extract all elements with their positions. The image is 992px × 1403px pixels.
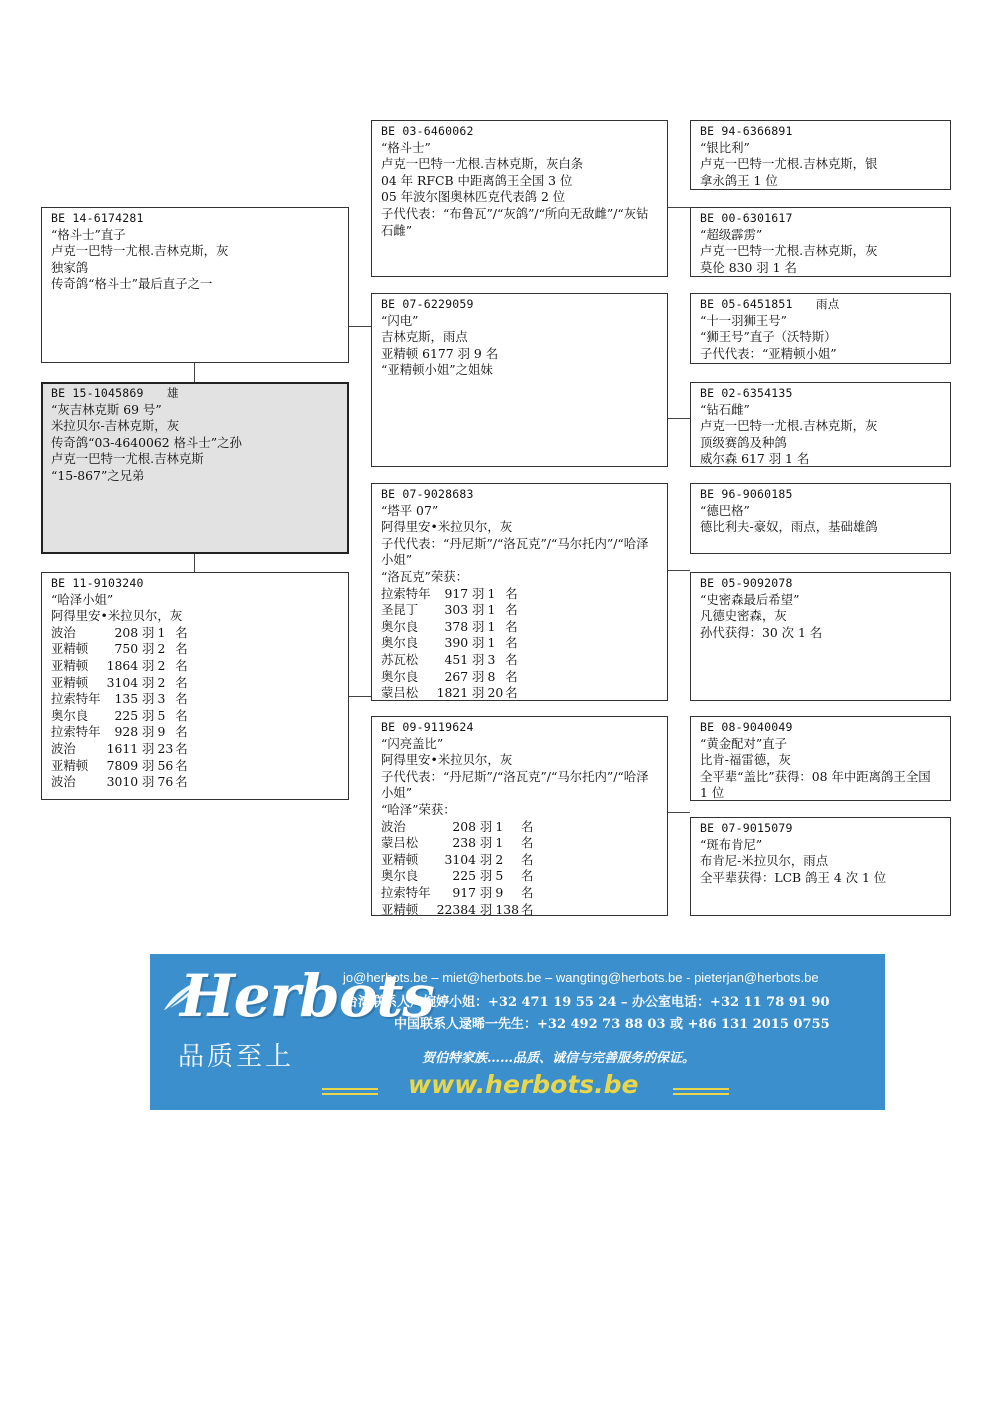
result-unit: 名 <box>505 585 518 601</box>
ssd-box <box>690 207 951 277</box>
ss-ring-number: BE 03-6460062 <box>381 124 474 138</box>
result-unit: 名 <box>175 774 188 790</box>
result-birds: 225 羽 <box>452 868 493 884</box>
sd-name: “闪电” <box>381 312 419 328</box>
dss-name: “德巴格” <box>700 502 750 518</box>
result-row <box>51 758 190 775</box>
divider <box>673 1088 729 1090</box>
divider <box>322 1093 378 1095</box>
result-place: 1 <box>157 624 166 640</box>
sds-offspring: 子代代表：“亚精顿小姐” <box>700 345 837 361</box>
result-birds: 451 羽 <box>444 651 485 667</box>
sss-name: “银比利” <box>700 139 750 155</box>
result-race: 拉索特年 <box>381 884 431 900</box>
sd-note: 亚精顿 6177 羽 9 名 <box>381 345 499 361</box>
result-place: 1 <box>495 818 504 834</box>
sdd-name: “钻石雌” <box>700 401 750 417</box>
result-place: 5 <box>157 707 166 723</box>
ddd-name: “斑布肯尼” <box>700 836 763 852</box>
dam-ring-number: BE 11-9103240 <box>51 576 144 590</box>
result-row <box>381 669 520 686</box>
result-unit: 名 <box>175 740 188 756</box>
result-unit: 名 <box>175 757 188 773</box>
result-row <box>381 885 535 902</box>
result-unit: 名 <box>520 835 534 851</box>
divider <box>322 1088 378 1090</box>
dsd-breeder: 凡德史密森，灰 <box>700 608 787 624</box>
result-unit: 名 <box>175 724 188 740</box>
subject-box <box>41 382 349 554</box>
dam-results-table <box>51 625 190 791</box>
result-row <box>51 724 190 741</box>
result-place: 2 <box>157 641 166 657</box>
dd-breeder: 阿得里安•米拉贝尔，灰 <box>381 752 513 768</box>
dsd-name: “史密森最后希望” <box>700 591 800 607</box>
subject-note: 传奇鸽“03-4640062 格斗士”之孙 <box>51 434 242 450</box>
result-birds: 750 羽 <box>114 641 155 657</box>
ddd-box <box>690 817 951 916</box>
result-unit: 名 <box>175 674 188 690</box>
result-place: 138 <box>495 901 519 916</box>
banner-emails[interactable]: jo@herbots.be – miet@herbots.be – wangting@herbots.be - pieterjan@herbots.be <box>343 970 819 985</box>
result-birds: 238 羽 <box>452 835 493 851</box>
sds-ring-number: BE 05-6451851 雨点 <box>700 297 840 311</box>
result-row <box>381 652 520 669</box>
ds-ring-number: BE 07-9028683 <box>381 487 474 501</box>
dd-results-table <box>381 819 535 916</box>
result-row <box>381 835 535 852</box>
sds-name: “十一羽狮王号” <box>700 312 788 328</box>
ssd-ring-number: BE 00-6301617 <box>700 211 793 225</box>
result-place: 3 <box>487 651 496 667</box>
dam-name: “哈泽小姐” <box>51 591 114 607</box>
result-race: 拉索特年 <box>381 585 431 601</box>
dss-ring-number: BE 96-9060185 <box>700 487 793 501</box>
result-place: 20 <box>487 685 504 701</box>
result-birds: 303 羽 <box>444 602 485 618</box>
ss-offspring: 子代代表：“布鲁瓦”/“灰鸽”/“所向无敌雌”/“灰钻石雌” <box>381 205 649 238</box>
sd-ring-number: BE 07-6229059 <box>381 297 474 311</box>
result-row <box>51 741 190 758</box>
result-place: 3 <box>157 691 166 707</box>
sdd-box <box>690 382 951 467</box>
result-unit: 名 <box>175 657 188 673</box>
ssd-name: “超级霹雳” <box>700 226 763 242</box>
result-race: 亚精顿 <box>51 641 89 657</box>
result-race: 波治 <box>51 624 76 640</box>
result-birds: 267 羽 <box>444 668 485 684</box>
ss-name: “格斗士” <box>381 139 431 155</box>
result-row <box>51 708 190 725</box>
herbots-banner <box>150 954 885 1110</box>
result-race: 奥尔良 <box>381 618 419 634</box>
dd-name: “闪亮盖比” <box>381 735 444 751</box>
result-unit: 名 <box>505 602 518 618</box>
dds-box <box>690 716 951 801</box>
connector-line <box>194 362 195 382</box>
connector-line <box>668 570 690 571</box>
result-race: 圣昆丁 <box>381 602 419 618</box>
result-birds: 1864 羽 <box>106 657 155 673</box>
sds-box <box>690 293 951 364</box>
subject-note: 卢克一巴特一尤根.吉林克斯 <box>51 451 204 467</box>
sds-note: “狮王号”直子（沃特斯） <box>700 329 837 345</box>
ss-note: 04 年 RFCB 中距离鸽王全国 3 位 <box>381 172 573 188</box>
result-unit: 名 <box>175 624 188 640</box>
result-row <box>51 641 190 658</box>
banner-china-contact: 中国联系人逯晞一先生：+32 492 73 88 03 或 +86 131 2015 0755 <box>394 1017 830 1032</box>
dam-sire-box <box>371 483 668 701</box>
ss-breeder: 卢克一巴特一尤根.吉林克斯，灰白条 <box>381 156 584 172</box>
sd-note: “亚精顿小姐”之姐妹 <box>381 362 493 378</box>
subject-note: “15-867”之兄弟 <box>51 467 145 483</box>
sire-name: “格斗士”直子 <box>51 226 126 242</box>
result-row <box>381 868 535 885</box>
sss-ring-number: BE 94-6366891 <box>700 124 793 138</box>
result-race: 拉索特年 <box>51 724 101 740</box>
result-row <box>51 774 190 791</box>
dam-box <box>41 572 349 800</box>
connector-line <box>349 696 371 697</box>
dsd-ring-number: BE 05-9092078 <box>700 576 793 590</box>
subject-breeder: 米拉贝尔-吉林克斯，灰 <box>51 418 180 434</box>
result-unit: 名 <box>505 651 518 667</box>
result-place: 1 <box>487 618 496 634</box>
connector-line <box>194 553 195 572</box>
result-unit: 名 <box>505 668 518 684</box>
result-unit: 名 <box>520 818 534 834</box>
banner-website-link[interactable]: www.herbots.be <box>408 1070 639 1099</box>
dds-note: 全平辈“盖比”获得：08 年中距离鸽王全国 1 位 <box>700 768 931 801</box>
ddd-note: 全平辈获得：LCB 鸽王 4 次 1 位 <box>700 869 887 885</box>
result-place: 2 <box>157 657 166 673</box>
result-race: 苏瓦松 <box>381 651 419 667</box>
connector-line <box>668 207 690 208</box>
sss-box <box>690 120 951 190</box>
dd-offspring: 子代代表：“丹尼斯”/“洛瓦克”/“马尔托内”/“哈泽小姐” <box>381 768 649 801</box>
result-birds: 378 羽 <box>444 618 485 634</box>
result-unit: 名 <box>520 884 534 900</box>
sire-sire-box <box>371 120 668 277</box>
connector-line <box>668 812 690 813</box>
result-row <box>51 625 190 642</box>
banner-slogan: 品质至上 <box>178 1042 295 1072</box>
result-race: 亚精顿 <box>381 901 419 916</box>
sire-breeder: 卢克一巴特一尤根.吉林克斯，灰 <box>51 243 229 259</box>
result-place: 5 <box>495 868 504 884</box>
result-birds: 3010 羽 <box>106 774 155 790</box>
result-race: 蒙吕松 <box>381 835 419 851</box>
dds-name: “黄金配对”直子 <box>700 735 788 751</box>
result-birds: 917 羽 <box>444 585 485 601</box>
result-race: 奥尔良 <box>381 668 419 684</box>
result-birds: 225 羽 <box>114 707 155 723</box>
ds-breeder: 阿得里安•米拉贝尔，灰 <box>381 519 513 535</box>
result-row <box>381 819 535 836</box>
ds-results-heading: “洛瓦克”荣获： <box>381 568 469 584</box>
result-place: 56 <box>157 757 174 773</box>
result-birds: 390 羽 <box>444 635 485 651</box>
result-race: 亚精顿 <box>381 851 419 867</box>
banner-tagline: 贺伯特家族……品质、诚信与完善服务的保证。 <box>422 1051 696 1066</box>
ds-results-table <box>381 586 520 701</box>
dds-ring-number: BE 08-9040049 <box>700 720 793 734</box>
ds-offspring: 子代代表：“丹尼斯”/“洛瓦克”/“马尔托内”/“哈泽小姐” <box>381 535 649 568</box>
result-birds: 928 羽 <box>114 724 155 740</box>
dsd-note: 孙代获得：30 次 1 名 <box>700 624 823 640</box>
result-race: 亚精顿 <box>51 657 89 673</box>
result-unit: 名 <box>520 901 534 916</box>
sire-note: 独家鸽 <box>51 259 89 275</box>
ssd-breeder: 卢克一巴特一尤根.吉林克斯，灰 <box>700 243 878 259</box>
result-unit: 名 <box>175 641 188 657</box>
ss-note: 05 年波尔图奥林匹克代表鸽 2 位 <box>381 189 566 205</box>
dss-box <box>690 483 951 554</box>
result-row <box>51 675 190 692</box>
result-birds: 3104 羽 <box>106 674 155 690</box>
result-unit: 名 <box>505 685 518 701</box>
sd-breeder: 吉林克斯，雨点 <box>381 329 468 345</box>
sdd-ring-number: BE 02-6354135 <box>700 386 793 400</box>
result-place: 1 <box>487 635 496 651</box>
result-race: 亚精顿 <box>51 757 89 773</box>
result-place: 1 <box>495 835 504 851</box>
result-row <box>381 602 520 619</box>
result-birds: 1611 羽 <box>106 740 155 756</box>
result-unit: 名 <box>505 635 518 651</box>
result-row <box>51 691 190 708</box>
sire-dam-box <box>371 293 668 467</box>
result-unit: 名 <box>175 691 188 707</box>
result-row <box>381 635 520 652</box>
ddd-breeder: 布肯尼-米拉贝尔，雨点 <box>700 853 829 869</box>
sss-breeder: 卢克一巴特一尤根.吉林克斯，银 <box>700 156 878 172</box>
divider <box>673 1093 729 1095</box>
result-race: 波治 <box>51 774 76 790</box>
result-place: 9 <box>157 724 166 740</box>
result-row <box>381 852 535 869</box>
dd-results-heading: “哈泽”荣获： <box>381 801 456 817</box>
result-birds: 22384 羽 <box>436 901 493 916</box>
result-place: 8 <box>487 668 496 684</box>
result-birds: 135 羽 <box>114 691 155 707</box>
result-unit: 名 <box>175 707 188 723</box>
result-place: 76 <box>157 774 174 790</box>
result-race: 拉索特年 <box>51 691 101 707</box>
result-birds: 7809 羽 <box>106 757 155 773</box>
sdd-note: 威尔森 617 羽 1 名 <box>700 451 810 467</box>
dds-breeder: 比肯-福雷德，灰 <box>700 752 791 768</box>
result-race: 波治 <box>381 818 406 834</box>
sdd-note: 顶级赛鸽及种鸽 <box>700 434 787 450</box>
result-place: 9 <box>495 884 504 900</box>
connector-line <box>668 418 690 419</box>
result-place: 23 <box>157 740 174 756</box>
subject-name: “灰吉林克斯 69 号” <box>51 401 162 417</box>
dam-dam-box <box>371 716 668 916</box>
result-place: 2 <box>157 674 166 690</box>
result-place: 1 <box>487 585 496 601</box>
ds-name: “塔平 07” <box>381 502 439 518</box>
result-race: 奥尔良 <box>51 707 89 723</box>
sire-note: 传奇鸽“格斗士”最后直子之一 <box>51 276 213 292</box>
dd-ring-number: BE 09-9119624 <box>381 720 474 734</box>
ssd-note: 莫伦 830 羽 1 名 <box>700 259 797 275</box>
result-row <box>381 586 520 603</box>
herbots-logo: Herbots <box>180 962 434 1030</box>
result-place: 1 <box>487 602 496 618</box>
result-birds: 1821 羽 <box>436 685 485 701</box>
connector-line <box>349 326 371 327</box>
result-row <box>381 902 535 916</box>
result-birds: 3104 羽 <box>444 851 493 867</box>
result-place: 2 <box>495 851 504 867</box>
result-race: 奥尔良 <box>381 868 419 884</box>
result-birds: 917 羽 <box>452 884 493 900</box>
result-row <box>381 685 520 701</box>
dsd-box <box>690 572 951 701</box>
result-birds: 208 羽 <box>452 818 493 834</box>
result-row <box>51 658 190 675</box>
sss-note: 拿永鸽王 1 位 <box>700 172 778 188</box>
result-unit: 名 <box>505 618 518 634</box>
result-unit: 名 <box>520 868 534 884</box>
dss-breeder: 德比利夫-豪奴，雨点，基础雄鸽 <box>700 519 878 535</box>
sdd-breeder: 卢克一巴特一尤根.吉林克斯，灰 <box>700 418 878 434</box>
sire-ring-number: BE 14-6174281 <box>51 211 144 225</box>
result-race: 波治 <box>51 740 76 756</box>
result-race: 蒙吕松 <box>381 685 419 701</box>
result-birds: 208 羽 <box>114 624 155 640</box>
result-unit: 名 <box>520 851 534 867</box>
result-race: 亚精顿 <box>51 674 89 690</box>
subject-ring-number: BE 15-1045869 雄 <box>51 386 179 400</box>
result-race: 奥尔良 <box>381 635 419 651</box>
banner-taiwan-contact: 台湾联系人户婉婷小姐：+32 471 19 55 24 – 办公室电话：+32 11 78 91 90 <box>345 995 830 1010</box>
dam-breeder: 阿得里安•米拉贝尔，灰 <box>51 608 183 624</box>
sire-box <box>41 207 349 363</box>
result-row <box>381 619 520 636</box>
ddd-ring-number: BE 07-9015079 <box>700 821 793 835</box>
